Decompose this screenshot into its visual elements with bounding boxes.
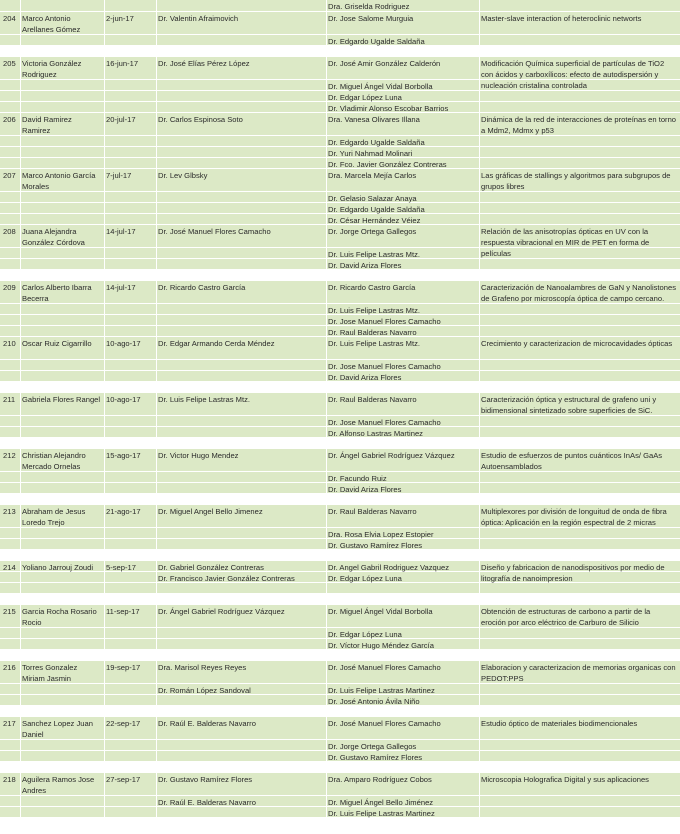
row-number <box>3 495 19 506</box>
jury-member: Dra. Marcela Mejía Carlos <box>328 171 417 180</box>
column-divider <box>326 0 327 834</box>
exam-date <box>106 484 154 495</box>
student-name <box>22 1 102 61</box>
jury-member: Dr. Yuri Nahmad Molinari <box>328 149 413 158</box>
exam-date <box>106 305 154 316</box>
exam-date: 7-jul-17 <box>106 171 132 180</box>
thesis-title: Caracterización óptica y estructural de grafeno uni y bidimensional sintetizado sobre superficies de SiC. <box>481 395 657 415</box>
jury-member: Dr. Víctor Hugo Méndez García <box>328 641 434 650</box>
advisor-name <box>158 651 326 662</box>
jury-member: Dr. Edgardo Ugalde Saldaña <box>328 37 425 46</box>
row-number: 210 <box>3 339 16 348</box>
exam-date: 27-sep-17 <box>106 775 141 784</box>
advisor-name <box>158 215 326 226</box>
exam-date <box>106 696 154 707</box>
jury-member: Dra. Griselda Rodriguez <box>328 2 410 11</box>
row-number: 211 <box>3 395 16 404</box>
exam-date <box>106 249 154 260</box>
advisor-name <box>158 148 326 159</box>
row-number: 208 <box>3 227 16 236</box>
jury-member: Dr. Alfonso Lastras Martinez <box>328 429 423 438</box>
advisor-name <box>158 36 326 47</box>
jury-member <box>328 47 478 58</box>
thesis-title: Diseño y fabricacion de nanodispositivos por medio de litografía de nanoimpresion <box>481 563 665 583</box>
column-divider <box>479 0 480 834</box>
advisor-name: Dr. Ángel Gabriel Rodríguez Vázquez <box>158 607 285 616</box>
advisor-name <box>158 763 326 774</box>
advisor-name <box>158 361 326 372</box>
row-number <box>3 484 19 495</box>
advisor-name <box>158 316 326 327</box>
exam-date <box>106 473 154 484</box>
advisor-name <box>158 595 326 606</box>
jury-member: Dr. Jorge Ortega Gallegos <box>328 227 417 236</box>
row-number <box>3 316 19 327</box>
advisor-name: Dr. Luis Felipe Lastras Mtz. <box>158 395 250 404</box>
exam-date <box>106 372 154 383</box>
row-number <box>3 651 19 662</box>
row-number <box>3 249 19 260</box>
exam-date: 14-jul-17 <box>106 227 136 236</box>
jury-member: Dra. Rosa Elvia Lopez Estopier <box>328 530 434 539</box>
exam-date <box>106 752 154 763</box>
advisor-name <box>158 584 326 595</box>
jury-member: Dr. Luis Felipe Lastras Martinez <box>328 686 435 695</box>
exam-date: 10-ago-17 <box>106 395 141 404</box>
jury-member: Dr. Edgar López Luna <box>328 574 402 583</box>
exam-date <box>106 47 154 58</box>
exam-date <box>106 81 154 92</box>
jury-member: Dr. César Hernández Véiez <box>328 216 421 225</box>
exam-date: 11-sep-17 <box>106 607 140 616</box>
advisor-name: Dr. Gabriel González Contreras <box>158 563 264 572</box>
jury-member: Dr. Jose Manuel Flores Camacho <box>328 418 441 427</box>
advisor-name <box>158 752 326 763</box>
advisor-name: Dr. Gustavo Ramírez Flores <box>158 775 253 784</box>
student-name: Juana Alejandra González Córdova <box>22 227 85 247</box>
row-number <box>3 159 19 170</box>
exam-date: 15-ago-17 <box>106 451 141 460</box>
row-number <box>3 808 19 819</box>
exam-date <box>106 495 154 506</box>
row-number <box>3 271 19 282</box>
jury-member: Dr. Miguel Ángel Bello Jiménez <box>328 798 434 807</box>
column-divider <box>156 0 157 834</box>
exam-date <box>106 271 154 282</box>
exam-date: 16-jun-17 <box>106 59 139 68</box>
jury-member: Dr. Luis Felipe Lastras Mtz. <box>328 339 420 348</box>
exam-date <box>106 159 154 170</box>
row-number: 206 <box>3 115 16 124</box>
exam-date <box>106 595 154 606</box>
exam-date: 19-sep-17 <box>106 663 141 672</box>
exam-date <box>106 36 154 47</box>
row-number: 204 <box>3 14 16 23</box>
row-number: 215 <box>3 607 16 616</box>
student-name: Marco Antonio García Morales <box>22 171 96 191</box>
exam-date: 2-jun-17 <box>106 14 134 23</box>
advisor-name: Dr. Lev Glbsky <box>158 171 208 180</box>
jury-member: Dr. José Antonio Ávila Niño <box>328 697 420 706</box>
exam-date <box>106 1 154 13</box>
row-number <box>3 529 19 540</box>
advisor-name: Dra. Marisol Reyes Reyes <box>158 663 247 672</box>
advisor-name <box>158 696 326 707</box>
jury-member: Dr. José Manuel Flores Camacho <box>328 663 441 672</box>
row-number <box>3 551 19 562</box>
jury-member: Dr. David Ariza Flores <box>328 373 402 382</box>
row-number <box>3 573 19 584</box>
student-name: Abraham de Jesus Loredo Trejo <box>22 507 86 527</box>
row-number <box>3 361 19 372</box>
thesis-title: Dinámica de la red de interacciones de proteínas en torno a Mdm2, Mdmx y p53 <box>481 115 677 135</box>
jury-member <box>328 584 478 595</box>
student-name: Carlos Alberto Ibarra Becerra <box>22 283 92 303</box>
row-number <box>3 741 19 752</box>
jury-member: Dr. David Ariza Flores <box>328 261 402 270</box>
exam-date <box>106 103 154 114</box>
student-name: Garcia Rocha Rosario Rocio <box>22 607 97 627</box>
advisor-name <box>158 473 326 484</box>
jury-member <box>328 707 478 718</box>
advisor-name: Dr. José Elías Pérez López <box>158 59 250 68</box>
advisor-name <box>158 103 326 114</box>
exam-date <box>106 584 154 595</box>
jury-member <box>328 595 478 606</box>
jury-member: Dr. Raul Balderas Navarro <box>328 328 417 337</box>
exam-date <box>106 417 154 428</box>
student-name: Marco Antonio Arellanes Gómez <box>22 14 81 34</box>
exam-date <box>106 707 154 718</box>
row-number <box>3 584 19 595</box>
thesis-title: Obtención de estructuras de carbono a partir de la eroción por arco eléctrico de Carburo de Silicio <box>481 607 651 627</box>
student-name: Yoliano Jarrouj Zoudi <box>22 563 94 572</box>
exam-date <box>106 204 154 215</box>
advisor-name <box>158 428 326 439</box>
exam-date <box>106 361 154 372</box>
advisor-name <box>158 1 326 13</box>
advisor-name <box>158 81 326 92</box>
row-number <box>3 81 19 92</box>
advisor-name <box>158 808 326 819</box>
exam-date <box>106 540 154 551</box>
column-divider <box>20 0 21 834</box>
row-number <box>3 383 19 394</box>
row-number: 207 <box>3 171 16 180</box>
advisor-name <box>158 417 326 428</box>
row-number <box>3 763 19 774</box>
jury-member: Dr. Miguel Ángel Vidal Borbolla <box>328 82 433 91</box>
advisor-name <box>158 741 326 752</box>
exam-date <box>106 428 154 439</box>
row-number <box>3 629 19 640</box>
exam-date <box>106 763 154 774</box>
jury-member: Dr. Ángel Gabriel Rodríguez Vázquez <box>328 451 455 460</box>
jury-member: Dr. Jose Salome Murguia <box>328 14 414 23</box>
student-name: Sanchez Lopez Juan Daniel <box>22 719 93 739</box>
row-number: 216 <box>3 663 16 672</box>
advisor-name <box>158 439 326 450</box>
exam-date: 20-jul-17 <box>106 115 136 124</box>
exam-date <box>106 741 154 752</box>
exam-date: 22-sep-17 <box>106 719 141 728</box>
advisor-name <box>158 47 326 58</box>
row-number: 218 <box>3 775 16 784</box>
student-name: Victoria González Rodriguez <box>22 59 82 79</box>
jury-member: Dra. Amparo Rodríguez Cobos <box>328 775 432 784</box>
advisor-name <box>158 640 326 651</box>
exam-date <box>106 629 154 640</box>
row-number: 212 <box>3 451 16 460</box>
jury-member <box>328 551 478 562</box>
jury-member <box>328 383 478 394</box>
exam-date: 5-sep-17 <box>106 563 136 572</box>
advisor-name <box>158 383 326 394</box>
row-number <box>3 36 19 47</box>
jury-member: Dr. Ricardo Castro García <box>328 283 416 292</box>
row-number: 213 <box>3 507 16 516</box>
advisor-name <box>158 372 326 383</box>
advisor-name <box>158 271 326 282</box>
advisor-name <box>158 529 326 540</box>
table-row <box>0 0 680 12</box>
advisor-name: Dr. Francisco Javier González Contreras <box>158 574 295 583</box>
thesis-title: Crecimiento y caracterizacion de microcavidades ópticas <box>481 339 673 348</box>
advisor-name <box>158 260 326 271</box>
jury-member: Dr. Luis Felipe Lastras Martinez <box>328 809 435 818</box>
advisor-name <box>158 540 326 551</box>
jury-member: Dr. Angel Gabril Rodriguez Vazquez <box>328 563 450 572</box>
exam-date <box>106 685 154 696</box>
exam-date <box>106 383 154 394</box>
jury-member: Dr. Fco. Javier González Contreras <box>328 160 447 169</box>
student-name: Aguilera Ramos Jose Andres <box>22 775 95 795</box>
student-name: Christian Alejandro Mercado Ornelas <box>22 451 86 471</box>
row-number <box>3 372 19 383</box>
jury-member <box>328 271 478 282</box>
advisor-name <box>158 204 326 215</box>
jury-member: Dr. Edgar López Luna <box>328 93 402 102</box>
advisor-name <box>158 159 326 170</box>
row-number <box>3 797 19 808</box>
exam-date <box>106 808 154 819</box>
student-name: Gabriela Flores Rangel <box>22 395 101 404</box>
jury-member <box>328 651 478 662</box>
jury-member: Dr. Jose Manuel Flores Camacho <box>328 317 441 326</box>
exam-date <box>106 92 154 103</box>
exam-date: 21-ago-17 <box>106 507 141 516</box>
advisor-name <box>158 551 326 562</box>
jury-member: Dr. Raul Balderas Navarro <box>328 507 417 516</box>
row-number <box>3 685 19 696</box>
advisor-name: Dr. Victor Hugo Mendez <box>158 451 239 460</box>
exam-date: 14-jul-17 <box>106 283 136 292</box>
row-number <box>3 193 19 204</box>
exam-date <box>106 148 154 159</box>
jury-member: Dr. Gelasio Salazar Anaya <box>328 194 417 203</box>
column-divider <box>104 0 105 834</box>
thesis-title: Las gráficas de stallings y algoritmos para subgrupos de grupos libres <box>481 171 671 191</box>
jury-member: Dr. Edgardo Ugalde Saldaña <box>328 205 425 214</box>
row-number: 209 <box>3 283 16 292</box>
row-number <box>3 428 19 439</box>
jury-member <box>328 763 478 774</box>
row-number <box>3 752 19 763</box>
advisor-name <box>158 484 326 495</box>
row-number <box>3 260 19 271</box>
row-number <box>3 103 19 114</box>
advisor-name <box>158 495 326 506</box>
exam-date <box>106 215 154 226</box>
jury-member: Dr. Gustavo Ramírez Flores <box>328 753 423 762</box>
advisor-name: Dr. Raúl E. Balderas Navarro <box>158 798 256 807</box>
thesis-title: Elaboracion y caracterizacion de memorias organicas con PEDOT:PPS <box>481 663 676 683</box>
advisor-name: Dr. Miguel Angel Bello Jimenez <box>158 507 263 516</box>
row-number <box>3 439 19 450</box>
exam-date <box>106 137 154 148</box>
exam-date <box>106 529 154 540</box>
advisor-name: Dr. José Manuel Flores Camacho <box>158 227 271 236</box>
advisor-name <box>158 137 326 148</box>
exam-date <box>106 797 154 808</box>
thesis-title: Estudio de esfuerzos de puntos cuánticos InAs/ GaAs Autoensamblados <box>481 451 663 471</box>
advisor-name <box>158 92 326 103</box>
thesis-title: Relación de las anisotropías ópticas en UV con la respuesta vibracional en MIR de PET en forma de películas <box>481 227 650 258</box>
exam-date <box>106 651 154 662</box>
jury-member: Dr. Gustavo Ramírez Flores <box>328 541 423 550</box>
row-number <box>3 137 19 148</box>
row-number: 205 <box>3 59 16 68</box>
row-number <box>3 148 19 159</box>
jury-member: Dr. Luis Felipe Lastras Mtz. <box>328 250 420 259</box>
row-number <box>3 595 19 606</box>
jury-member: Dr. Edgar López Luna <box>328 630 402 639</box>
row-number <box>3 327 19 338</box>
row-number <box>3 47 19 58</box>
jury-member: Dr. José Amir González Calderón <box>328 59 441 68</box>
exam-date <box>106 573 154 584</box>
jury-member: Dra. Vanesa Olivares Illana <box>328 115 420 124</box>
row-number <box>3 473 19 484</box>
exam-date <box>106 316 154 327</box>
advisor-name: Dr. Valentin Afraimovich <box>158 14 239 23</box>
jury-member: Dr. Vladimir Alonso Escobar Barrios <box>328 104 449 113</box>
advisor-name <box>158 305 326 316</box>
jury-member: Dr. Raul Balderas Navarro <box>328 395 417 404</box>
advisor-name <box>158 327 326 338</box>
student-name: David Ramirez Ramirez <box>22 115 72 135</box>
jury-member: Dr. David Ariza Flores <box>328 485 402 494</box>
thesis-title: Modificación Química superficial de partículas de TiO2 con ácidos y carboxílicos: efecto de autodispersión y nucleación cristalina controlada <box>481 59 665 90</box>
thesis-title: Microscopia Holografica Digital y sus aplicaciones <box>481 775 649 784</box>
jury-member: Dr. Jose Manuel Flores Camacho <box>328 362 441 371</box>
exam-date <box>106 640 154 651</box>
thesis-title: Caracterización de Nanoalambres de GaN y Nanolistones de Grafeno por microscopía óptica de campo cercano. <box>481 283 677 303</box>
advisor-name: Dr. Román López Sandoval <box>158 686 251 695</box>
jury-member <box>328 495 478 506</box>
row-number <box>3 305 19 316</box>
advisor-name: Dr. Carlos Espinosa Soto <box>158 115 243 124</box>
advisor-name <box>158 249 326 260</box>
row-number <box>3 696 19 707</box>
exam-date <box>106 193 154 204</box>
thesis-title: Master-slave interaction of heteroclinic networts <box>481 14 642 23</box>
thesis-title <box>481 1 677 61</box>
exam-date: 10-ago-17 <box>106 339 141 348</box>
jury-member <box>328 439 478 450</box>
advisor-name <box>158 707 326 718</box>
advisor-name <box>158 629 326 640</box>
student-name: Oscar Ruiz Cigarrillo <box>22 339 92 348</box>
student-name: Torres Gonzalez Miriam Jasmin <box>22 663 78 683</box>
advisor-name: Dr. Ricardo Castro García <box>158 283 246 292</box>
row-number <box>3 92 19 103</box>
row-number <box>3 204 19 215</box>
jury-member: Dr. Edgardo Ugalde Saldaña <box>328 138 425 147</box>
row-number <box>3 707 19 718</box>
row-number <box>3 215 19 226</box>
jury-member: Dr. Facundo Ruiz <box>328 474 387 483</box>
row-number <box>3 1 19 13</box>
thesis-title: Estudio óptico de materiales biodimencionales <box>481 719 638 728</box>
row-number: 214 <box>3 563 16 572</box>
jury-member: Dr. José Manuel Flores Camacho <box>328 719 441 728</box>
exam-date <box>106 260 154 271</box>
jury-member: Dr. Miguel Ángel Vidal Borbolla <box>328 607 433 616</box>
exam-date <box>106 439 154 450</box>
exam-date <box>106 551 154 562</box>
row-number: 217 <box>3 719 16 728</box>
thesis-title: Multiplexores por división de longuitud de onda de fibra óptica: Aplicación en la región espectral de 2 micras <box>481 507 667 527</box>
row-number <box>3 417 19 428</box>
advisor-name: Dr. Edgar Armando Cerda Méndez <box>158 339 275 348</box>
jury-member: Dr. Jorge Ortega Gallegos <box>328 742 417 751</box>
exam-date <box>106 327 154 338</box>
row-number <box>3 540 19 551</box>
advisor-name <box>158 193 326 204</box>
jury-member: Dr. Luis Felipe Lastras Mtz. <box>328 306 420 315</box>
advisor-name: Dr. Raúl E. Balderas Navarro <box>158 719 256 728</box>
row-number <box>3 640 19 651</box>
